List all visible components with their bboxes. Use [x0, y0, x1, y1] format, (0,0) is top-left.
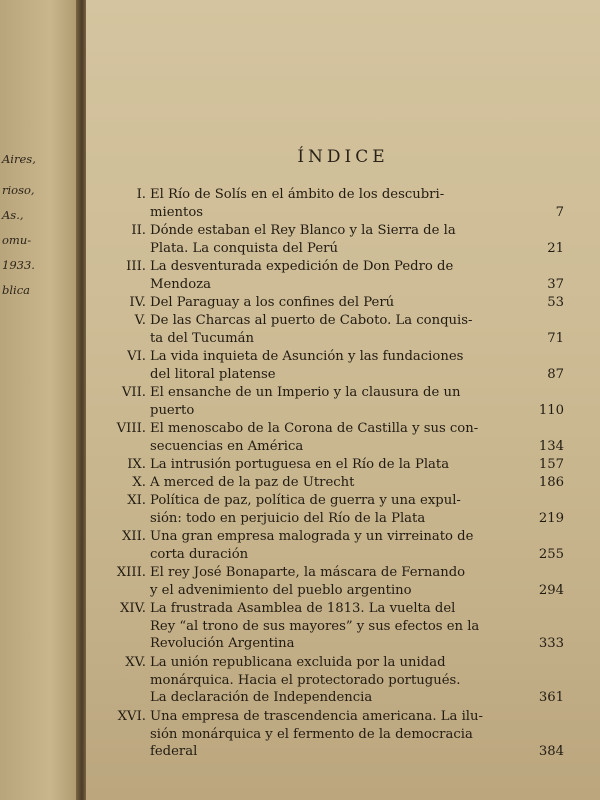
- chapter-number: I.: [136, 187, 146, 202]
- page-number: 361: [538, 690, 564, 706]
- page-number: 7: [555, 204, 564, 220]
- index-page: [86, 0, 600, 800]
- page-number: 219: [538, 510, 564, 526]
- chapter-title: La unión republicana excluida por la unidad monárquica. Hacia el protectorado portugués. La declaración de Independencia: [150, 655, 461, 706]
- page-number: 384: [538, 744, 564, 760]
- chapter-title: El menoscabo de la Corona de Castilla y sus con- secuencias en América: [150, 421, 479, 454]
- left-page-edge: [0, 0, 84, 800]
- page-number: 37: [547, 276, 564, 292]
- chapter-number: VIII.: [116, 421, 146, 436]
- page-number: 21: [547, 240, 564, 256]
- chapter-number: IV.: [129, 295, 146, 310]
- chapter-title: Dónde estaban el Rey Blanco y la Sierra de la Plata. La conquista del Perú: [150, 223, 456, 256]
- chapter-number: XI.: [127, 493, 146, 508]
- left-page-text: rioso,: [2, 183, 35, 197]
- page-number: 110: [538, 402, 564, 418]
- left-page-text: blica: [2, 283, 31, 297]
- chapter-number: III.: [126, 259, 146, 274]
- chapter-title: La frustrada Asamblea de 1813. La vuelta del Rey “al trono de sus mayores” y sus efectos en la Revolución Argentina: [150, 601, 480, 652]
- chapter-number: XIII.: [116, 565, 146, 580]
- page-number: 186: [538, 475, 564, 490]
- chapter-title: De las Charcas al puerto de Caboto. La conquis- ta del Tucumán: [150, 313, 473, 346]
- chapter-title: Una empresa de trascendencia americana. La ilu- sión monárquica y el fermento de la democracia federal: [150, 709, 483, 760]
- chapter-title: El Río de Solís en el ámbito de los descubri- mientos: [150, 187, 445, 220]
- chapter-number: XV.: [125, 655, 146, 670]
- chapter-title: La intrusión portuguesa en el Río de la Plata: [150, 457, 450, 472]
- left-page-text: 1933.: [2, 258, 35, 272]
- chapter-title: La desventurada expedición de Don Pedro de Mendoza: [150, 259, 454, 292]
- left-page-text: Aires,: [2, 152, 36, 166]
- page-number: 333: [538, 636, 564, 652]
- page-number: 87: [547, 366, 564, 382]
- chapter-number: X.: [132, 475, 146, 490]
- chapter-number: XVI.: [117, 709, 146, 724]
- page-title: ÍNDICE: [297, 147, 389, 167]
- chapter-number: V.: [134, 313, 146, 328]
- chapter-title: Del Paraguay a los confines del Perú: [150, 295, 395, 310]
- chapter-number: XII.: [122, 529, 146, 544]
- page-number: 255: [538, 546, 564, 562]
- left-page-text: As.,: [2, 208, 24, 222]
- chapter-number: II.: [131, 223, 146, 238]
- chapter-title: Una gran empresa malograda y un virreinato de corta duración: [150, 529, 474, 562]
- chapter-title: La vida inquieta de Asunción y las fundaciones del litoral platense: [150, 349, 464, 382]
- chapter-number: XIV.: [119, 601, 146, 616]
- page-number: 134: [538, 438, 564, 454]
- chapter-number: IX.: [127, 457, 146, 472]
- page-number: 71: [547, 330, 564, 346]
- chapter-title: Política de paz, política de guerra y una expul- sión: todo en perjuicio del Río de la Plata: [150, 493, 461, 526]
- page-number: 157: [538, 457, 564, 472]
- chapter-title: El rey José Bonaparte, la máscara de Fernando y el advenimiento del pueblo argentino: [150, 565, 466, 598]
- chapter-title: El ensanche de un Imperio y la clausura de un puerto: [150, 385, 461, 418]
- chapter-number: VII.: [121, 385, 146, 400]
- left-page-text: omu-: [2, 233, 32, 247]
- chapter-number: VI.: [127, 349, 146, 364]
- page-number: 294: [538, 582, 564, 598]
- page-number: 53: [547, 295, 564, 310]
- chapter-title: A merced de la paz de Utrecht: [150, 475, 355, 490]
